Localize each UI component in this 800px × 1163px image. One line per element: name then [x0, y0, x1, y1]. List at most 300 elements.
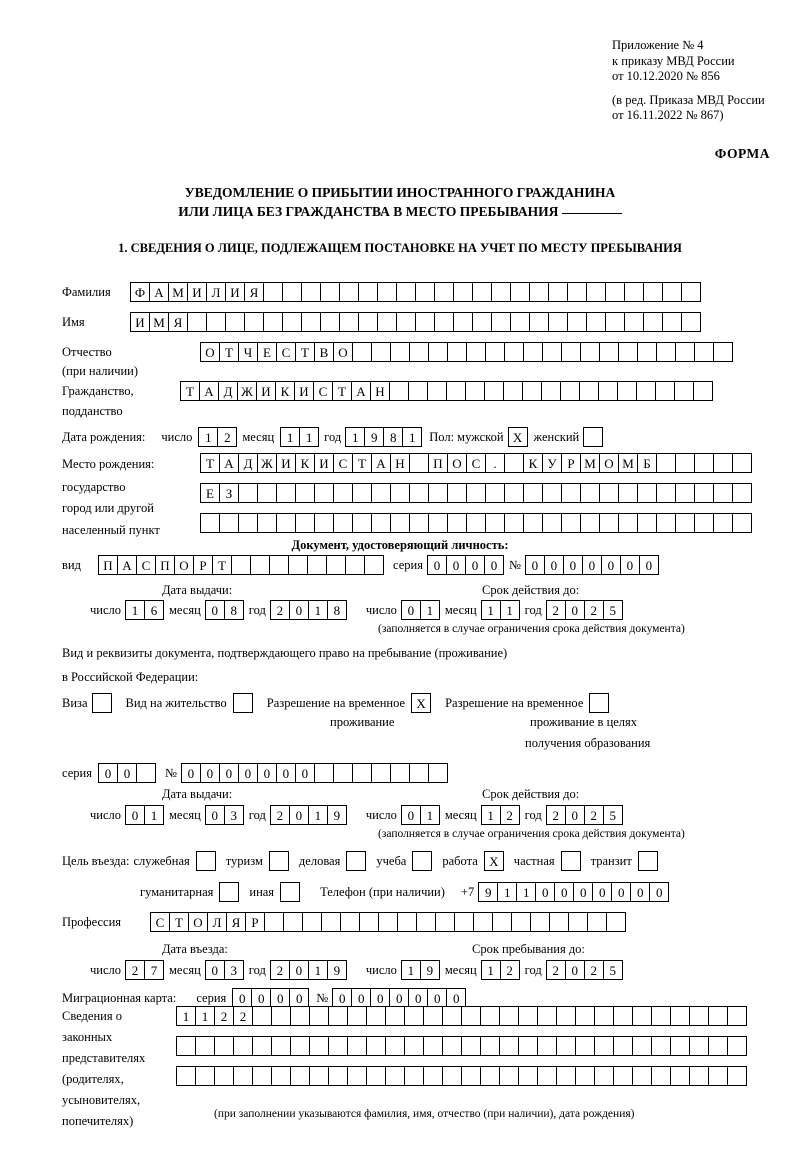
cell[interactable] — [271, 1036, 291, 1056]
cell[interactable]: О — [599, 453, 619, 473]
cell[interactable] — [713, 483, 733, 503]
cell[interactable] — [567, 312, 587, 332]
cell[interactable] — [257, 513, 277, 533]
cell[interactable] — [618, 483, 638, 503]
cell[interactable] — [606, 912, 626, 932]
cell[interactable]: 0 — [332, 988, 352, 1008]
cell[interactable] — [656, 342, 676, 362]
cell[interactable]: 1 — [481, 805, 501, 825]
cell[interactable] — [347, 1036, 367, 1056]
cell[interactable] — [651, 1006, 671, 1026]
cell[interactable] — [288, 555, 308, 575]
cell[interactable] — [364, 555, 384, 575]
stay-day-input[interactable] — [401, 960, 439, 980]
cell[interactable] — [518, 1006, 538, 1026]
cell[interactable]: Р — [561, 453, 581, 473]
cell[interactable] — [461, 1036, 481, 1056]
cell[interactable]: 0 — [289, 988, 309, 1008]
cell[interactable] — [643, 282, 663, 302]
cell[interactable] — [675, 453, 695, 473]
cell[interactable]: Т — [332, 381, 352, 401]
cell[interactable] — [326, 555, 346, 575]
cell[interactable]: Т — [200, 453, 220, 473]
birthplace-row-2-input[interactable] — [200, 483, 751, 503]
cell[interactable] — [345, 555, 365, 575]
cell[interactable]: 0 — [565, 600, 585, 620]
cell[interactable] — [542, 513, 562, 533]
cell[interactable] — [225, 312, 245, 332]
cell[interactable] — [549, 912, 569, 932]
cell[interactable]: 0 — [276, 763, 296, 783]
cell[interactable]: П — [98, 555, 118, 575]
cell[interactable] — [358, 312, 378, 332]
purpose-option-6-checkbox[interactable] — [638, 851, 658, 871]
cell[interactable] — [176, 1036, 196, 1056]
cell[interactable] — [694, 342, 714, 362]
permit-valid-year-input[interactable] — [546, 805, 622, 825]
cell[interactable] — [328, 1036, 348, 1056]
cell[interactable]: Н — [390, 453, 410, 473]
cell[interactable]: 0 — [427, 988, 447, 1008]
cell[interactable] — [352, 342, 372, 362]
cell[interactable] — [632, 1036, 652, 1056]
cell[interactable] — [656, 513, 676, 533]
cell[interactable] — [548, 282, 568, 302]
edu-residence-checkbox[interactable] — [589, 693, 609, 713]
cell[interactable] — [523, 342, 543, 362]
cell[interactable]: 1 — [308, 600, 328, 620]
cell[interactable]: Ф — [130, 282, 150, 302]
cell[interactable] — [352, 513, 372, 533]
cell[interactable] — [252, 1036, 272, 1056]
cell[interactable] — [655, 381, 675, 401]
cell[interactable] — [637, 483, 657, 503]
cell[interactable]: 0 — [582, 555, 602, 575]
cell[interactable]: 2 — [546, 960, 566, 980]
cell[interactable] — [195, 1066, 215, 1086]
cell[interactable]: 0 — [251, 988, 271, 1008]
cell[interactable] — [136, 763, 156, 783]
cell[interactable]: 2 — [125, 960, 145, 980]
purpose-option-7-checkbox[interactable] — [219, 882, 239, 902]
cell[interactable] — [556, 1066, 576, 1086]
cell[interactable] — [290, 1066, 310, 1086]
cell[interactable] — [333, 513, 353, 533]
cell[interactable]: 0 — [554, 882, 574, 902]
cell[interactable]: А — [199, 381, 219, 401]
cell[interactable] — [523, 483, 543, 503]
cell[interactable] — [708, 1066, 728, 1086]
cell[interactable] — [195, 1036, 215, 1056]
cell[interactable]: О — [174, 555, 194, 575]
cell[interactable]: 0 — [289, 600, 309, 620]
purpose-option-8-checkbox[interactable] — [280, 882, 300, 902]
cell[interactable]: 0 — [544, 555, 564, 575]
cell[interactable] — [466, 513, 486, 533]
cell[interactable] — [713, 342, 733, 362]
cell[interactable] — [518, 1036, 538, 1056]
cell[interactable]: 0 — [465, 555, 485, 575]
cell[interactable]: 0 — [205, 600, 225, 620]
cell[interactable] — [575, 1066, 595, 1086]
cell[interactable] — [339, 282, 359, 302]
cell[interactable] — [366, 1036, 386, 1056]
cell[interactable]: С — [276, 342, 296, 362]
cell[interactable]: И — [130, 312, 150, 332]
cell[interactable]: 0 — [389, 988, 409, 1008]
cell[interactable] — [244, 312, 264, 332]
cell[interactable] — [427, 381, 447, 401]
cell[interactable] — [499, 1036, 519, 1056]
cell[interactable]: А — [149, 282, 169, 302]
cell[interactable]: П — [155, 555, 175, 575]
cell[interactable]: 0 — [117, 763, 137, 783]
cell[interactable] — [377, 312, 397, 332]
cell[interactable] — [580, 483, 600, 503]
cell[interactable] — [309, 1006, 329, 1026]
cell[interactable]: И — [314, 453, 334, 473]
cell[interactable]: О — [200, 342, 220, 362]
cell[interactable] — [453, 282, 473, 302]
cell[interactable] — [499, 1006, 519, 1026]
cell[interactable]: С — [136, 555, 156, 575]
cell[interactable] — [250, 555, 270, 575]
identity-issue-month-input[interactable] — [205, 600, 243, 620]
cell[interactable]: 0 — [205, 805, 225, 825]
cell[interactable]: Б — [637, 453, 657, 473]
cell[interactable] — [295, 483, 315, 503]
cell[interactable]: Ж — [237, 381, 257, 401]
cell[interactable] — [580, 342, 600, 362]
cell[interactable] — [466, 342, 486, 362]
cell[interactable] — [662, 282, 682, 302]
cell[interactable] — [561, 342, 581, 362]
cell[interactable]: 0 — [611, 882, 631, 902]
cell[interactable] — [314, 513, 334, 533]
cell[interactable] — [485, 513, 505, 533]
cell[interactable] — [473, 912, 493, 932]
purpose-option-3-checkbox[interactable] — [412, 851, 432, 871]
cell[interactable]: 0 — [446, 988, 466, 1008]
cell[interactable] — [579, 381, 599, 401]
cell[interactable] — [560, 381, 580, 401]
cell[interactable] — [465, 381, 485, 401]
cell[interactable] — [442, 1036, 462, 1056]
cell[interactable] — [529, 282, 549, 302]
cell[interactable]: 0 — [649, 882, 669, 902]
cell[interactable] — [504, 342, 524, 362]
cell[interactable]: 2 — [270, 600, 290, 620]
identity-number-input[interactable] — [525, 555, 658, 575]
cell[interactable]: 0 — [427, 555, 447, 575]
cell[interactable] — [537, 1006, 557, 1026]
permit-valid-month-input[interactable] — [481, 805, 519, 825]
cell[interactable] — [409, 763, 429, 783]
cell[interactable]: 1 — [481, 600, 501, 620]
cell[interactable]: Р — [245, 912, 265, 932]
cell[interactable] — [238, 513, 258, 533]
cell[interactable]: Т — [219, 342, 239, 362]
cell[interactable]: 0 — [370, 988, 390, 1008]
cell[interactable]: Е — [257, 342, 277, 362]
cell[interactable] — [732, 513, 752, 533]
cell[interactable]: 0 — [563, 555, 583, 575]
cell[interactable]: В — [314, 342, 334, 362]
cell[interactable] — [713, 513, 733, 533]
entry-day-input[interactable] — [125, 960, 163, 980]
cell[interactable] — [252, 1006, 272, 1026]
cell[interactable] — [651, 1036, 671, 1056]
cell[interactable]: О — [188, 912, 208, 932]
cell[interactable] — [434, 312, 454, 332]
cell[interactable] — [727, 1036, 747, 1056]
birthdate-day-input[interactable] — [198, 427, 236, 447]
cell[interactable] — [264, 912, 284, 932]
cell[interactable]: Я — [226, 912, 246, 932]
cell[interactable] — [480, 1036, 500, 1056]
cell[interactable]: О — [333, 342, 353, 362]
cell[interactable] — [389, 381, 409, 401]
cell[interactable] — [320, 282, 340, 302]
cell[interactable] — [594, 1006, 614, 1026]
cell[interactable] — [390, 763, 410, 783]
cell[interactable] — [618, 513, 638, 533]
cell[interactable] — [675, 513, 695, 533]
cell[interactable] — [561, 513, 581, 533]
cell[interactable]: 3 — [224, 960, 244, 980]
purpose-option-0-checkbox[interactable] — [196, 851, 216, 871]
cell[interactable]: 9 — [364, 427, 384, 447]
temp-residence-checkbox[interactable]: Х — [411, 693, 431, 713]
patronymic-input[interactable] — [200, 342, 732, 362]
identity-valid-year-input[interactable] — [546, 600, 622, 620]
cell[interactable] — [314, 483, 334, 503]
cell[interactable] — [416, 912, 436, 932]
cell[interactable] — [575, 1036, 595, 1056]
cell[interactable]: Е — [200, 483, 220, 503]
cell[interactable] — [511, 912, 531, 932]
cell[interactable] — [385, 1006, 405, 1026]
cell[interactable] — [491, 312, 511, 332]
birthplace-row-3-input[interactable] — [200, 513, 751, 533]
cell[interactable] — [320, 312, 340, 332]
cell[interactable] — [263, 282, 283, 302]
cell[interactable]: Т — [295, 342, 315, 362]
cell[interactable]: 1 — [176, 1006, 196, 1026]
cell[interactable] — [219, 513, 239, 533]
cell[interactable]: Д — [218, 381, 238, 401]
cell[interactable] — [187, 312, 207, 332]
cell[interactable] — [694, 513, 714, 533]
entry-month-input[interactable] — [205, 960, 243, 980]
cell[interactable]: И — [187, 282, 207, 302]
cell[interactable] — [510, 312, 530, 332]
cell[interactable] — [713, 453, 733, 473]
cell[interactable] — [556, 1006, 576, 1026]
cell[interactable] — [390, 483, 410, 503]
cell[interactable]: 5 — [603, 960, 623, 980]
cell[interactable] — [694, 453, 714, 473]
sex-male-checkbox[interactable]: Х — [508, 427, 528, 447]
cell[interactable]: 2 — [270, 960, 290, 980]
cell[interactable] — [347, 1006, 367, 1026]
cell[interactable] — [408, 381, 428, 401]
cell[interactable]: 0 — [408, 988, 428, 1008]
migration-card-number-input[interactable] — [332, 988, 465, 1008]
cell[interactable] — [542, 483, 562, 503]
cell[interactable]: 0 — [351, 988, 371, 1008]
representatives-row-2-input[interactable] — [176, 1036, 746, 1056]
cell[interactable]: 0 — [295, 763, 315, 783]
cell[interactable] — [480, 1006, 500, 1026]
cell[interactable] — [537, 1036, 557, 1056]
cell[interactable] — [681, 282, 701, 302]
cell[interactable] — [333, 483, 353, 503]
cell[interactable]: 1 — [420, 600, 440, 620]
cell[interactable]: К — [295, 453, 315, 473]
cell[interactable] — [321, 912, 341, 932]
cell[interactable]: М — [580, 453, 600, 473]
cell[interactable] — [434, 282, 454, 302]
cell[interactable] — [504, 513, 524, 533]
cell[interactable] — [447, 342, 467, 362]
cell[interactable] — [675, 342, 695, 362]
cell[interactable] — [397, 912, 417, 932]
cell[interactable] — [301, 312, 321, 332]
cell[interactable] — [378, 912, 398, 932]
residence-permit-checkbox[interactable] — [233, 693, 253, 713]
cell[interactable]: С — [150, 912, 170, 932]
cell[interactable]: М — [149, 312, 169, 332]
cell[interactable]: 1 — [125, 600, 145, 620]
cell[interactable]: 7 — [144, 960, 164, 980]
cell[interactable] — [530, 912, 550, 932]
cell[interactable] — [605, 312, 625, 332]
cell[interactable] — [385, 1066, 405, 1086]
cell[interactable] — [605, 282, 625, 302]
cell[interactable]: Л — [206, 282, 226, 302]
cell[interactable] — [371, 342, 391, 362]
cell[interactable] — [314, 763, 334, 783]
citizenship-input[interactable] — [180, 381, 712, 401]
cell[interactable] — [233, 1036, 253, 1056]
cell[interactable] — [523, 513, 543, 533]
identity-series-input[interactable] — [427, 555, 503, 575]
cell[interactable]: М — [618, 453, 638, 473]
cell[interactable] — [484, 381, 504, 401]
cell[interactable] — [636, 381, 656, 401]
cell[interactable] — [708, 1006, 728, 1026]
cell[interactable] — [662, 312, 682, 332]
cell[interactable] — [599, 483, 619, 503]
cell[interactable]: Ж — [257, 453, 277, 473]
cell[interactable] — [339, 312, 359, 332]
cell[interactable]: 0 — [219, 763, 239, 783]
cell[interactable]: 1 — [500, 600, 520, 620]
cell[interactable]: 9 — [327, 960, 347, 980]
cell[interactable]: И — [225, 282, 245, 302]
cell[interactable]: И — [276, 453, 296, 473]
cell[interactable]: 2 — [214, 1006, 234, 1026]
cell[interactable] — [492, 912, 512, 932]
representatives-row-3-input[interactable] — [176, 1066, 746, 1086]
cell[interactable] — [537, 1066, 557, 1086]
cell[interactable] — [693, 381, 713, 401]
permit-valid-day-input[interactable] — [401, 805, 439, 825]
cell[interactable] — [637, 342, 657, 362]
cell[interactable]: 0 — [630, 882, 650, 902]
identity-issue-year-input[interactable] — [270, 600, 346, 620]
cell[interactable] — [328, 1006, 348, 1026]
cell[interactable] — [637, 513, 657, 533]
cell[interactable]: 2 — [546, 600, 566, 620]
cell[interactable] — [415, 312, 435, 332]
cell[interactable] — [453, 312, 473, 332]
cell[interactable]: А — [117, 555, 137, 575]
cell[interactable] — [377, 282, 397, 302]
cell[interactable] — [689, 1006, 709, 1026]
cell[interactable] — [295, 513, 315, 533]
cell[interactable] — [366, 1066, 386, 1086]
cell[interactable]: 8 — [327, 600, 347, 620]
cell[interactable] — [276, 483, 296, 503]
cell[interactable]: 9 — [420, 960, 440, 980]
cell[interactable] — [472, 282, 492, 302]
cell[interactable]: 6 — [144, 600, 164, 620]
cell[interactable] — [613, 1006, 633, 1026]
cell[interactable] — [283, 912, 303, 932]
cell[interactable]: З — [219, 483, 239, 503]
cell[interactable]: Т — [212, 555, 232, 575]
cell[interactable] — [333, 763, 353, 783]
cell[interactable]: С — [466, 453, 486, 473]
cell[interactable] — [423, 1006, 443, 1026]
cell[interactable]: 0 — [446, 555, 466, 575]
cell[interactable] — [499, 1066, 519, 1086]
cell[interactable]: 1 — [345, 427, 365, 447]
phone-input[interactable] — [478, 882, 668, 902]
cell[interactable]: 0 — [535, 882, 555, 902]
permit-number-input[interactable] — [181, 763, 447, 783]
cell[interactable] — [567, 282, 587, 302]
cell[interactable]: С — [333, 453, 353, 473]
cell[interactable] — [371, 513, 391, 533]
cell[interactable]: 0 — [565, 960, 585, 980]
cell[interactable] — [727, 1066, 747, 1086]
cell[interactable] — [290, 1006, 310, 1026]
cell[interactable] — [423, 1066, 443, 1086]
cell[interactable]: 0 — [525, 555, 545, 575]
identity-kind-input[interactable] — [98, 555, 383, 575]
cell[interactable] — [624, 282, 644, 302]
cell[interactable]: Н — [370, 381, 390, 401]
cell[interactable]: А — [371, 453, 391, 473]
cell[interactable] — [352, 763, 372, 783]
cell[interactable]: 0 — [573, 882, 593, 902]
cell[interactable] — [428, 513, 448, 533]
cell[interactable] — [371, 763, 391, 783]
entry-year-input[interactable] — [270, 960, 346, 980]
cell[interactable]: 0 — [289, 805, 309, 825]
cell[interactable]: 0 — [620, 555, 640, 575]
cell[interactable]: 0 — [401, 805, 421, 825]
cell[interactable]: И — [294, 381, 314, 401]
cell[interactable]: П — [428, 453, 448, 473]
cell[interactable]: А — [219, 453, 239, 473]
permit-issue-day-input[interactable] — [125, 805, 163, 825]
cell[interactable]: 9 — [478, 882, 498, 902]
cell[interactable]: 0 — [601, 555, 621, 575]
